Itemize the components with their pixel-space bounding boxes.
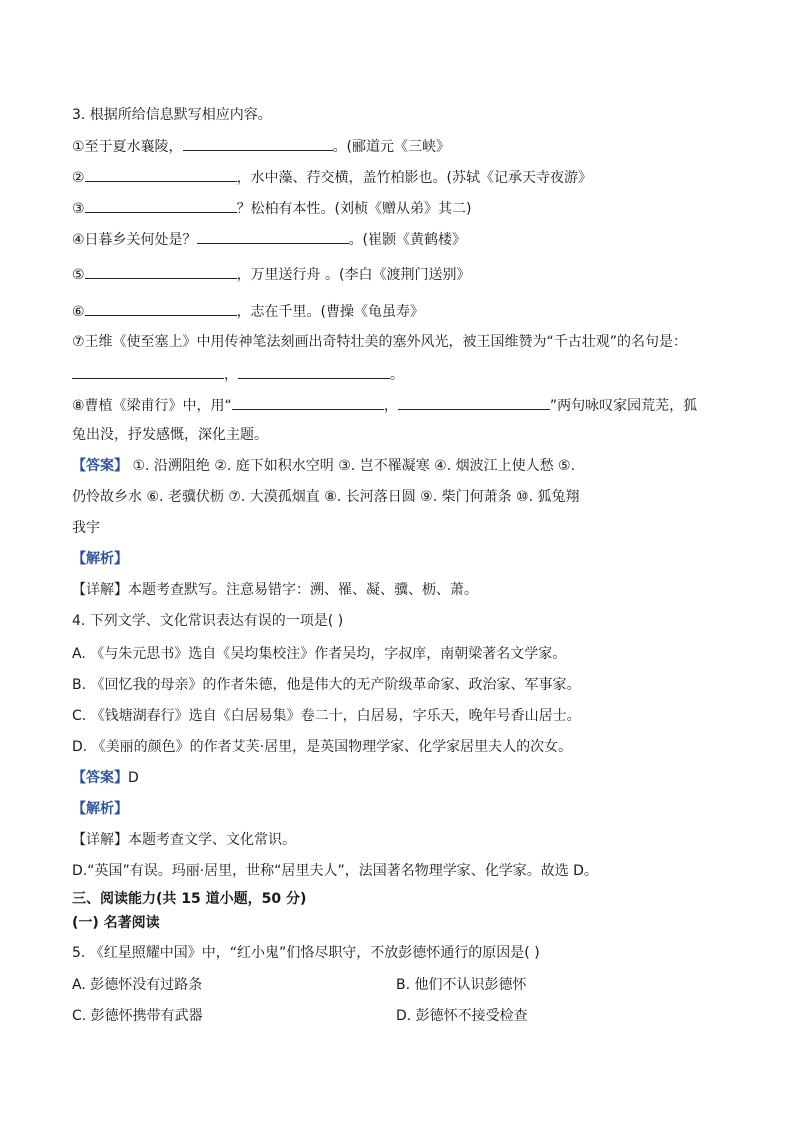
q3-title: 3. 根据所给信息默写相应内容。 [72,107,272,123]
q3-analysis-tag: 【解析】 [72,551,128,567]
answer-blank[interactable] [232,395,384,410]
q5-option-b: B. 他们不认识彭德怀 [396,977,527,993]
q4-detail: 【详解】本题考查文学、文化常识。 [72,832,296,848]
answer-blank[interactable] [197,229,349,244]
q3-line-8: ⑧曹植《梁甫行》中，用“ ， ”两句咏叹家园荒芜，狐 [72,395,697,415]
q4-title: 4. 下列文学、文化常识表达有误的一项是( ) [72,613,344,629]
q3-line-3: ③ ？松柏有本性。(刘桢《赠从弟》其二) [72,198,472,218]
q3-line-7-blanks: ， 。 [72,364,404,384]
q3-line-6: ⑥ ，志在千里。(曹操《龟虽寿》 [72,301,424,321]
q4-option-c: C. 《钱塘湖春行》选自《白居易集》卷二十，白居易，字乐天，晚年号香山居士。 [72,708,581,724]
q3-line-1: ①至于夏水襄陵， 。(郦道元《三峡》 [72,136,450,156]
q3-line-2: ② ，水中藻、荇交横，盖竹柏影也。(苏轼《记承天寺夜游》 [72,167,592,187]
q4-answer: 【答案】D [72,770,139,786]
answer-blank[interactable] [85,198,237,213]
answer-tag: 【答案】 [72,770,128,786]
q5-option-d: D. 彭德怀不接受检查 [396,1008,528,1024]
q5-title: 5. 《红星照耀中国》中，“红小鬼”们恪尽职守，不放彭德怀通行的原因是( ) [72,945,540,961]
q3-line-5: ⑤ ，万里送行舟 。(李白《渡荆门送别》 [72,264,470,284]
q4-option-a: A. 《与朱元思书》选自《吴均集校注》作者吴均，字叔庠，南朝梁著名文学家。 [72,646,567,662]
answer-blank[interactable] [85,264,237,279]
q3-answer-line-1: 【答案】 ①. 沿溯阻绝 ②. 庭下如积水空明 ③. 岂不罹凝寒 ④. 烟波江上使人愁 ⑤. [72,458,576,474]
q4-option-b: B. 《回忆我的母亲》的作者朱德，他是伟大的无产阶级革命家、政治家、军事家。 [72,677,581,693]
q3-detail: 【详解】本题考查默写。注意易错字：溯、罹、凝、骥、枥、萧。 [72,582,478,598]
answer-tag: 【答案】 [72,458,128,474]
q3-line-7: ⑦王维《使至塞上》中用传神笔法刻画出奇特壮美的塞外风光，被王国维赞为“千古壮观”的名句是： [72,334,688,350]
answer-blank[interactable] [85,301,237,316]
answer-blank[interactable] [72,364,224,379]
q3-line-8-cont: 兔出没，抒发感慨，深化主题。 [72,427,268,443]
q4-option-d: D. 《美丽的颜色》的作者艾芙·居里，是英国物理学家、化学家居里夫人的次女。 [72,739,573,755]
q5-option-a: A. 彭德怀没有过路条 [72,977,203,993]
section-3-subtitle: (一) 名著阅读 [72,915,160,931]
answer-blank[interactable] [85,167,237,182]
q5-option-c: C. 彭德怀携带有武器 [72,1008,203,1024]
answer-blank[interactable] [183,136,333,151]
section-3-title: 三、阅读能力(共 15 道小题，50 分) [72,891,307,907]
q4-explain: D.“英国”有误。玛丽·居里，世称“居里夫人”，法国著名物理学家、化学家。故选 D。 [72,863,598,879]
q3-answer-line-2: 仍怜故乡水 ⑥. 老骥伏枥 ⑦. 大漠孤烟直 ⑧. 长河落日圆 ⑨. 柴门何萧条 ⑩. 狐兔翔 [72,489,580,505]
q4-analysis-tag: 【解析】 [72,801,128,817]
q3-answer-line-3: 我宇 [72,520,100,536]
answer-blank[interactable] [238,364,390,379]
q3-line-4: ④日暮乡关何处是？ 。(崔颢《黄鹤楼》 [72,229,466,249]
answer-blank[interactable] [398,395,550,410]
